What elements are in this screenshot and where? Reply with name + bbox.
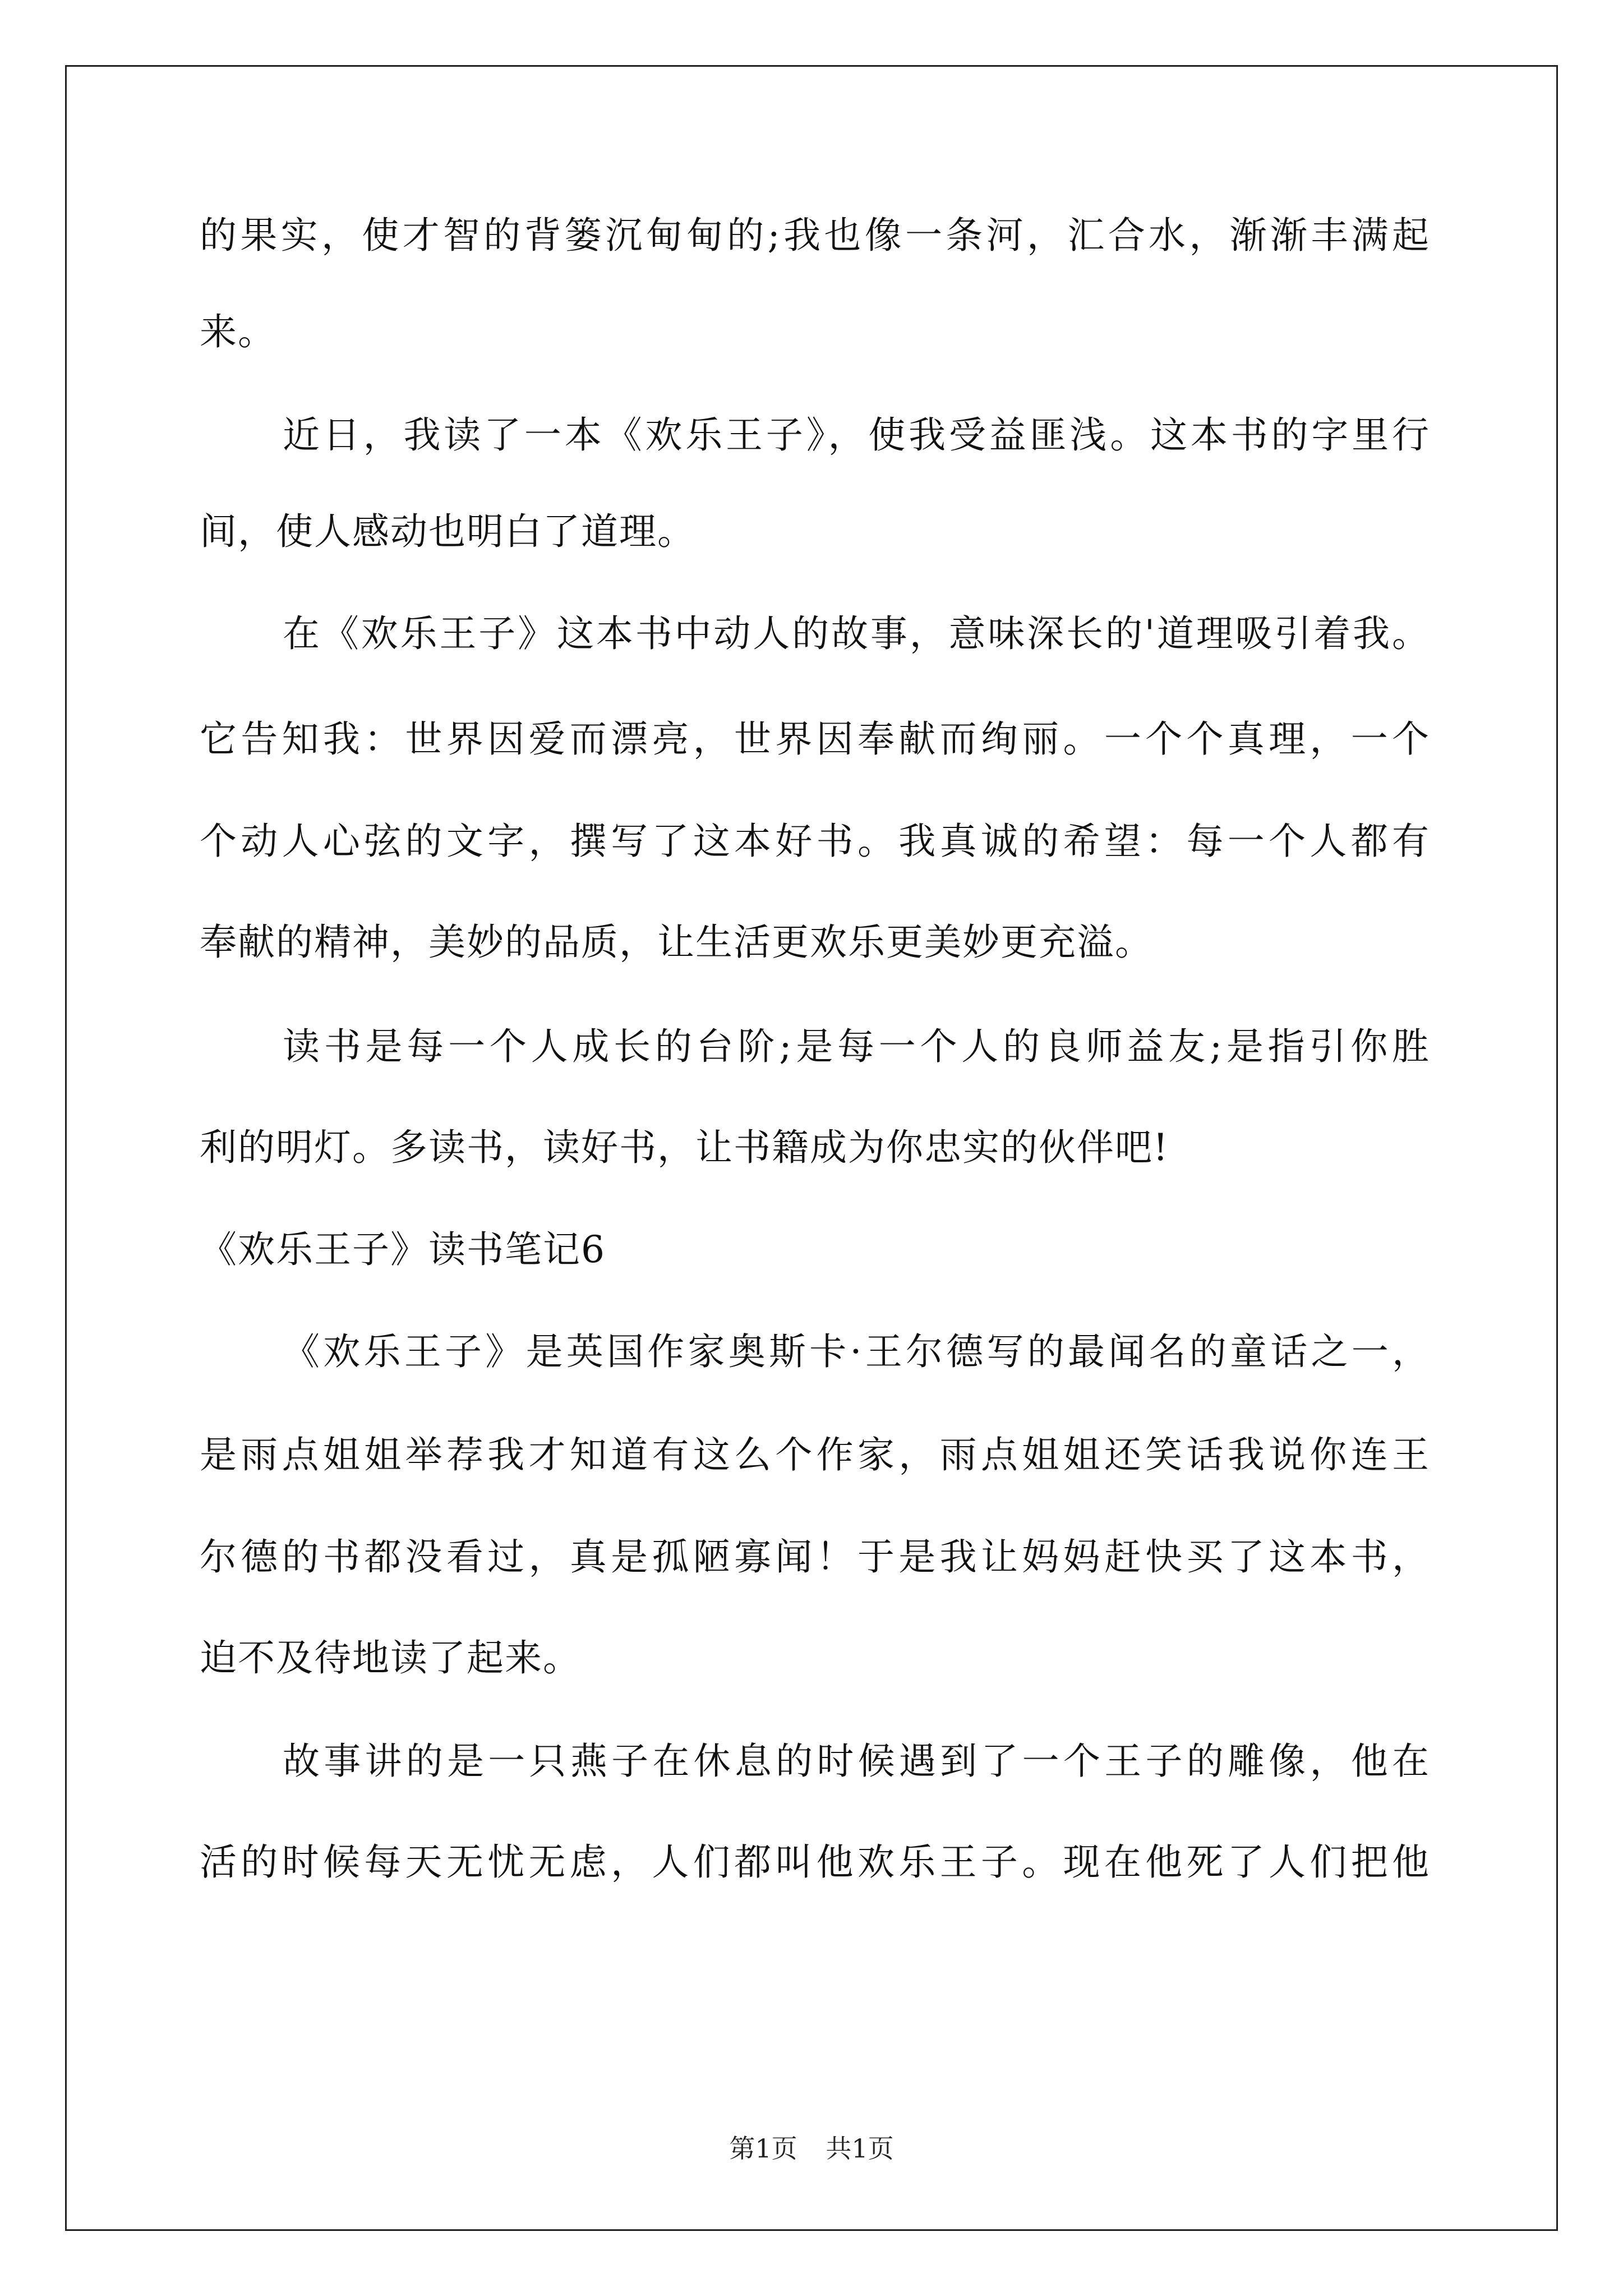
text-line: 活的时候每天无忧无虑，人们都叫他欢乐王子。现在他死了人们把他: [200, 1841, 1430, 1884]
text-line: 利的明灯。多读书，读好书，让书籍成为你忠实的伙伴吧!: [200, 1126, 1169, 1169]
text-line: 迫不及待地读了起来。: [200, 1636, 581, 1680]
text-line: 来。: [200, 310, 276, 353]
paragraph-first-line: 《欢乐王子》是英国作家奥斯卡·王尔德写的最闻名的童话之一，: [283, 1330, 1430, 1373]
text-line: 是雨点姐姐举荐我才知道有这么个作家，雨点姐姐还笑话我说你连王: [200, 1433, 1430, 1476]
text-line: 尔德的书都没看过，真是孤陋寡闻！于是我让妈妈赶快买了这本书，: [200, 1535, 1430, 1579]
paragraph-first-line: 故事讲的是一只燕子在休息的时候遇到了一个王子的雕像，他在: [283, 1740, 1430, 1783]
paragraph-first-line: 近日，我读了一本《欢乐王子》，使我受益匪浅。这本书的字里行: [283, 413, 1430, 457]
text-line: 奉献的精神，美妙的品质，让生活更欢乐更美妙更充溢。: [200, 921, 1153, 964]
total-pages: 共1页: [826, 2133, 894, 2164]
text-line: 间，使人感动也明白了道理。: [200, 510, 695, 553]
page-number: 第1页: [729, 2133, 797, 2164]
page-footer: [0, 2132, 1623, 2165]
section-heading: 《欢乐王子》读书笔记6: [200, 1228, 606, 1271]
paragraph-first-line: 在《欢乐王子》这本书中动人的故事，意味深长的'道理吸引着我。: [283, 612, 1430, 655]
paragraph-first-line: 读书是每一个人成长的台阶;是每一个人的良师益友;是指引你胜: [283, 1025, 1430, 1068]
text-line: 的果实，使才智的背篓沉甸甸的;我也像一条河，汇合水，渐渐丰满起: [200, 214, 1430, 257]
text-line: 它告知我：世界因爱而漂亮，世界因奉献而绚丽。一个个真理，一个: [200, 717, 1430, 761]
text-line: 个动人心弦的文字，撰写了这本好书。我真诚的希望：每一个人都有: [200, 820, 1430, 863]
